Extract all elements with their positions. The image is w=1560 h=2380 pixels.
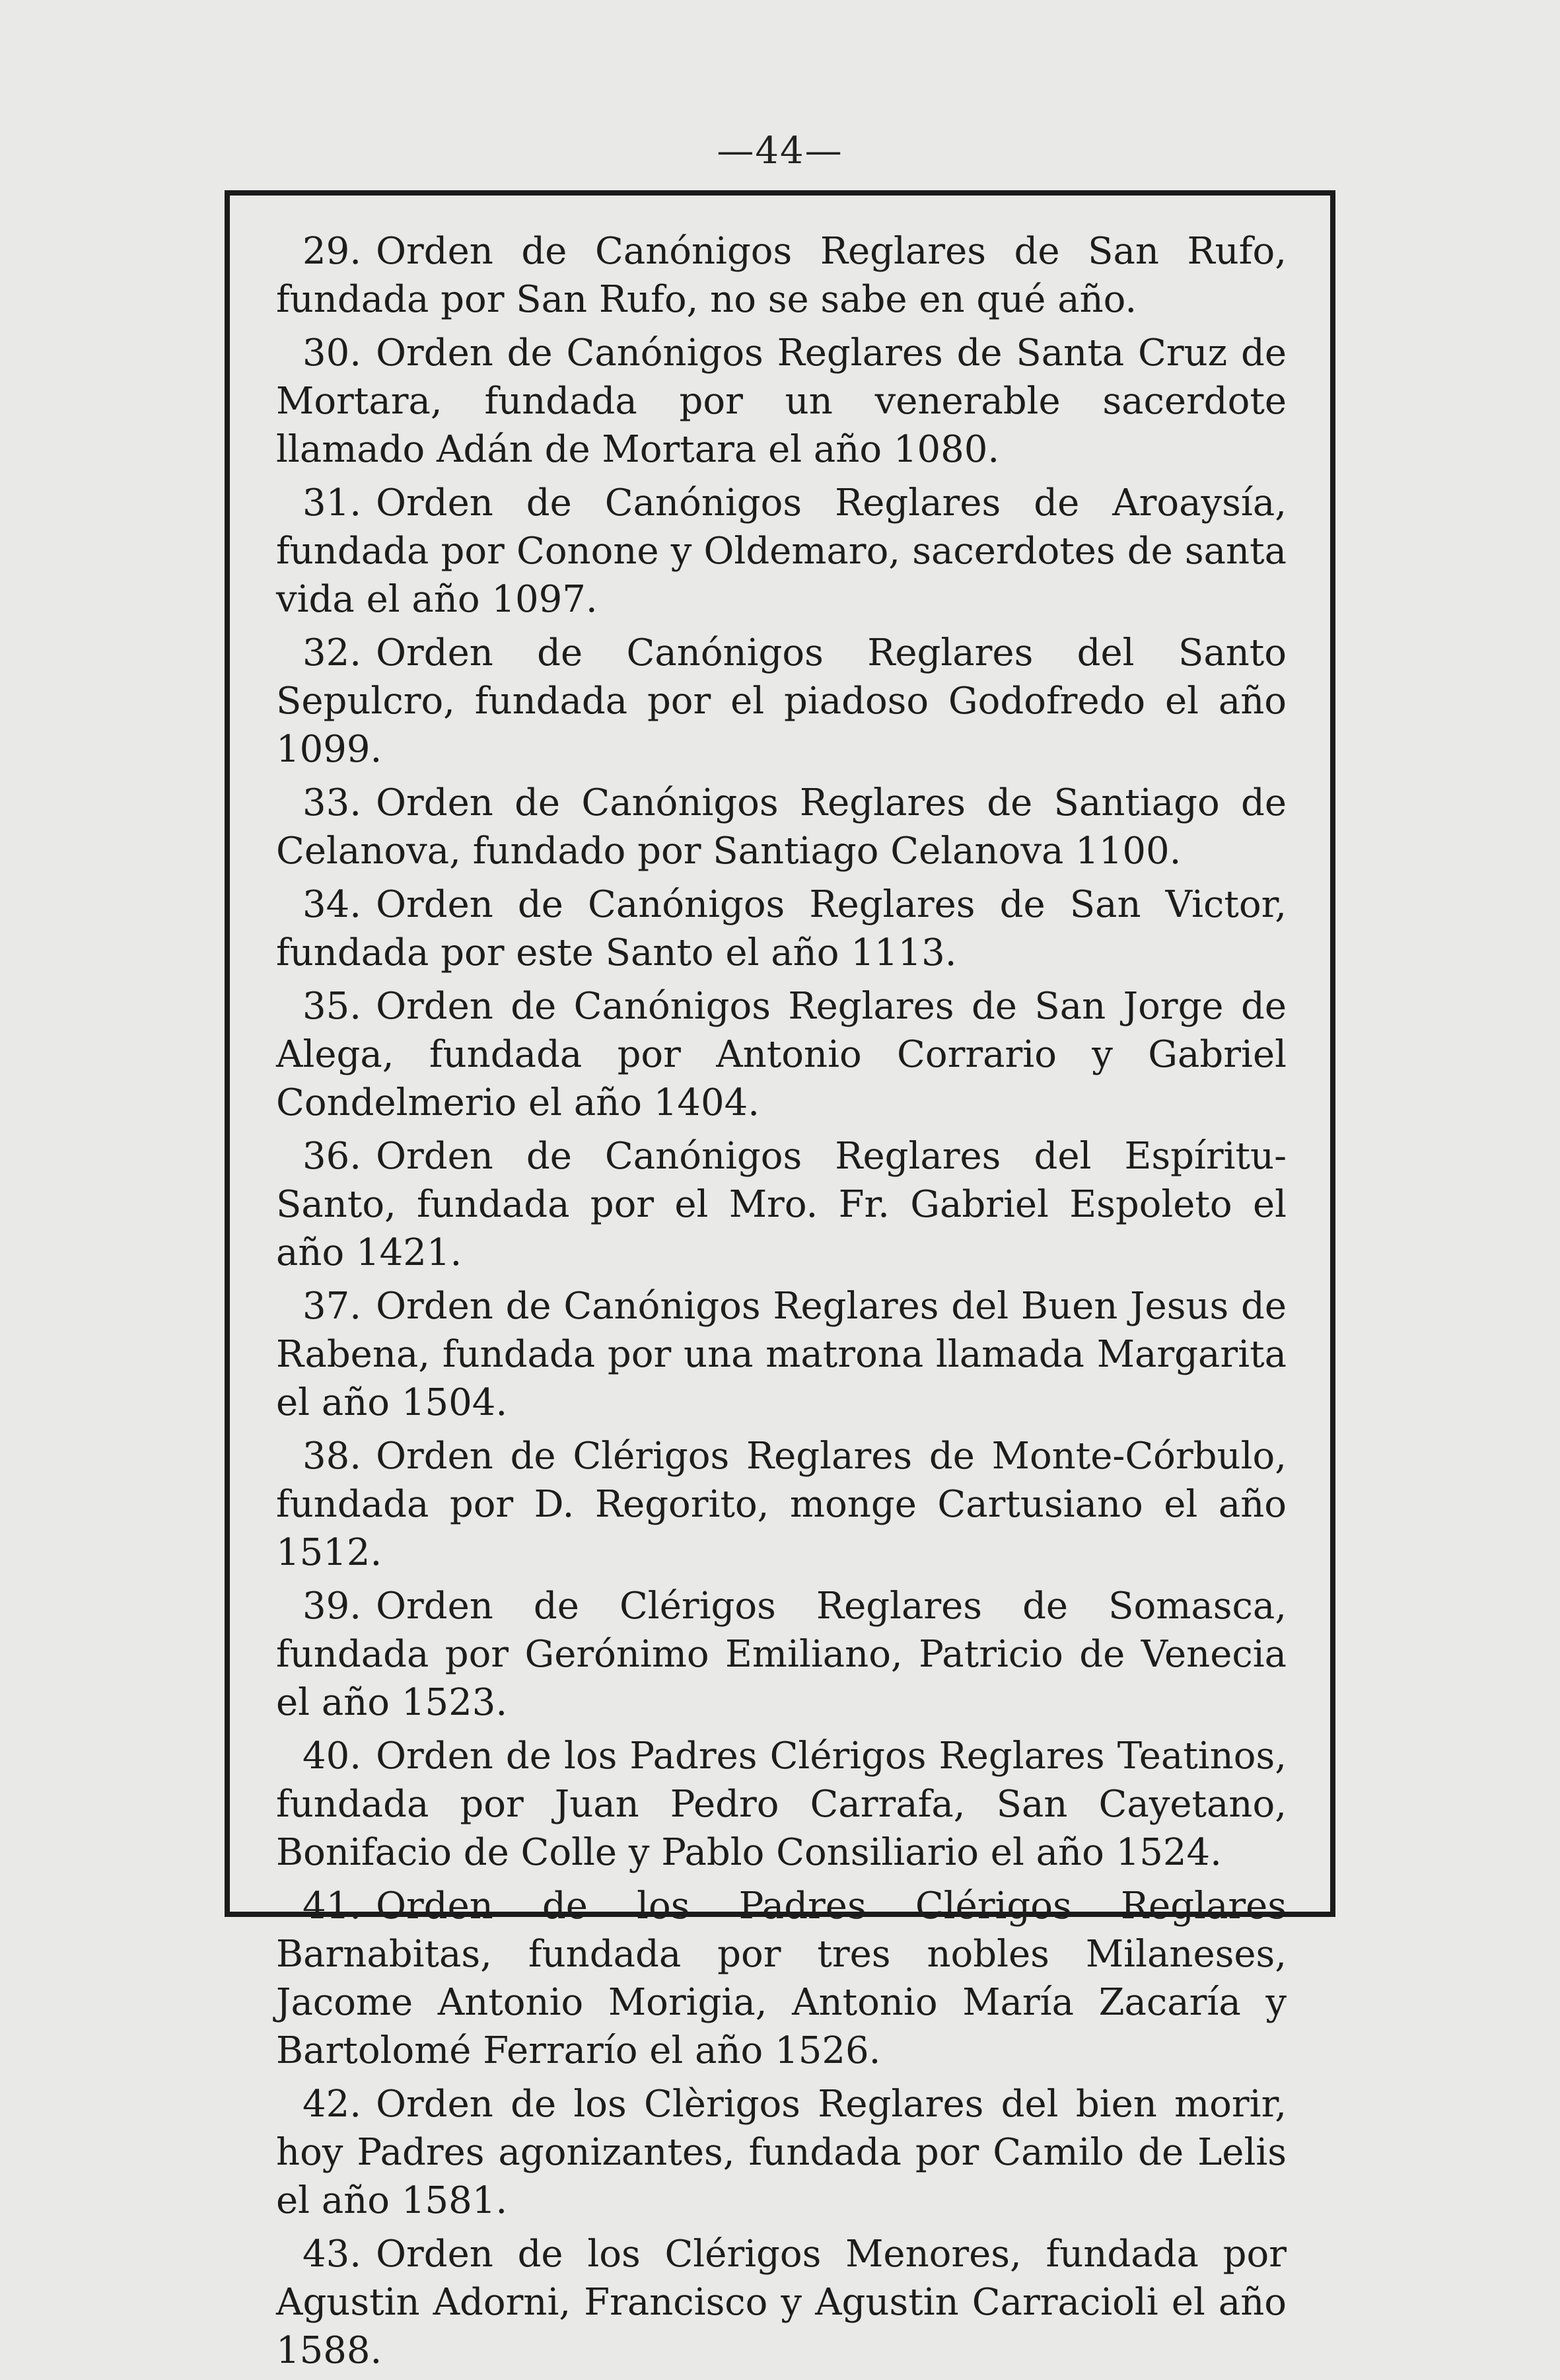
list-entry xyxy=(276,479,1287,624)
entry-number: 40. xyxy=(302,1735,362,1778)
entry-number: 34. xyxy=(302,883,362,926)
entry-text: Orden de Canónigos Reglares de Aroaysía, fundada por Conone y Oldemaro, sacerdotes de santa vida el año 1097. xyxy=(276,482,1287,621)
entry-text: Orden de los Clérigos Menores, fundada por Agustin Adorni, Francisco y Agustin Carracioli el año 1588. xyxy=(276,2233,1287,2372)
entry-number: 35. xyxy=(302,985,362,1028)
entry-number: 42. xyxy=(302,2083,362,2126)
entry-number: 32. xyxy=(302,631,362,674)
entry-text: Orden de Canónigos Reglares de Santiago de Celanova, fundado por Santiago Celanova 1100. xyxy=(276,781,1287,873)
entry-text: Orden de los Padres Clérigos Reglares Barnabitas, fundada por tres nobles Milaneses, Jacome Antonio Morigia, Antonio María Zacaría y Bartolomé Ferrarío el año 1526. xyxy=(276,1885,1287,2072)
list-entry xyxy=(276,2080,1287,2225)
entry-text: Orden de Canónigos Reglares de San Jorge de Alega, fundada por Antonio Corrario y Gabriel Condelmerio el año 1404. xyxy=(276,985,1287,1124)
list-entry xyxy=(276,1132,1287,1277)
list-entry xyxy=(276,779,1287,875)
entry-text: Orden de Clérigos Reglares de Monte-Córbulo, fundada por D. Regorito, monge Cartusiano el año 1512. xyxy=(276,1435,1287,1574)
entry-number: 37. xyxy=(302,1285,362,1328)
entry-text: Orden de Canónigos Reglares de San Victor, fundada por este Santo el año 1113. xyxy=(276,883,1287,974)
list-entry xyxy=(276,1582,1287,1727)
entry-text: Orden de Canónigos Reglares del Santo Sepulcro, fundada por el piadoso Godofredo el año 1099. xyxy=(276,631,1287,771)
list-entry xyxy=(276,881,1287,977)
entry-text: Orden de Clérigos Reglares de Somasca, fundada por Gerónimo Emiliano, Patricio de Venecia el año 1523. xyxy=(276,1585,1287,1724)
list-entry xyxy=(276,1732,1287,1877)
entry-number: 30. xyxy=(302,332,362,375)
list-entry xyxy=(276,629,1287,774)
entry-text: Orden de Canónigos Reglares del Espíritu-Santo, fundada por el Mro. Fr. Gabriel Espoleto el año 1421. xyxy=(276,1135,1287,1274)
page-number: —44— xyxy=(717,129,843,172)
entry-number: 29. xyxy=(302,230,362,273)
list-entry xyxy=(276,2230,1287,2375)
entry-text: Orden de los Clèrigos Reglares del bien morir, hoy Padres agonizantes, fundada por Camilo de Lelis el año 1581. xyxy=(276,2083,1287,2222)
list-entry xyxy=(276,1432,1287,1577)
entry-text: Orden de Canónigos Reglares de Santa Cruz de Mortara, fundada por un venerable sacerdote llamado Adán de Mortara el año 1080. xyxy=(276,332,1287,471)
list-entry xyxy=(276,1282,1287,1427)
entry-number: 43. xyxy=(302,2233,362,2276)
entry-text: Orden de Canónigos Reglares del Buen Jesus de Rabena, fundada por una matrona llamada Margarita el año 1504. xyxy=(276,1285,1287,1424)
entry-text: Orden de Canónigos Reglares de San Rufo, fundada por San Rufo, no se sabe en qué año. xyxy=(276,230,1287,321)
entry-number: 38. xyxy=(302,1435,362,1478)
list-entry xyxy=(276,227,1287,324)
entry-text: Orden de los Padres Clérigos Reglares Teatinos, fundada por Juan Pedro Carrafa, San Cayetano, Bonifacio de Colle y Pablo Consiliario el año 1524. xyxy=(276,1735,1287,1874)
list-entry xyxy=(276,982,1287,1127)
entry-number: 41. xyxy=(302,1885,362,1928)
entry-list xyxy=(276,227,1287,2380)
list-entry xyxy=(276,1882,1287,2075)
entry-number: 33. xyxy=(302,781,362,824)
list-entry xyxy=(276,329,1287,474)
entry-number: 39. xyxy=(302,1585,362,1628)
entry-number: 31. xyxy=(302,482,362,524)
entry-number: 36. xyxy=(302,1135,362,1178)
